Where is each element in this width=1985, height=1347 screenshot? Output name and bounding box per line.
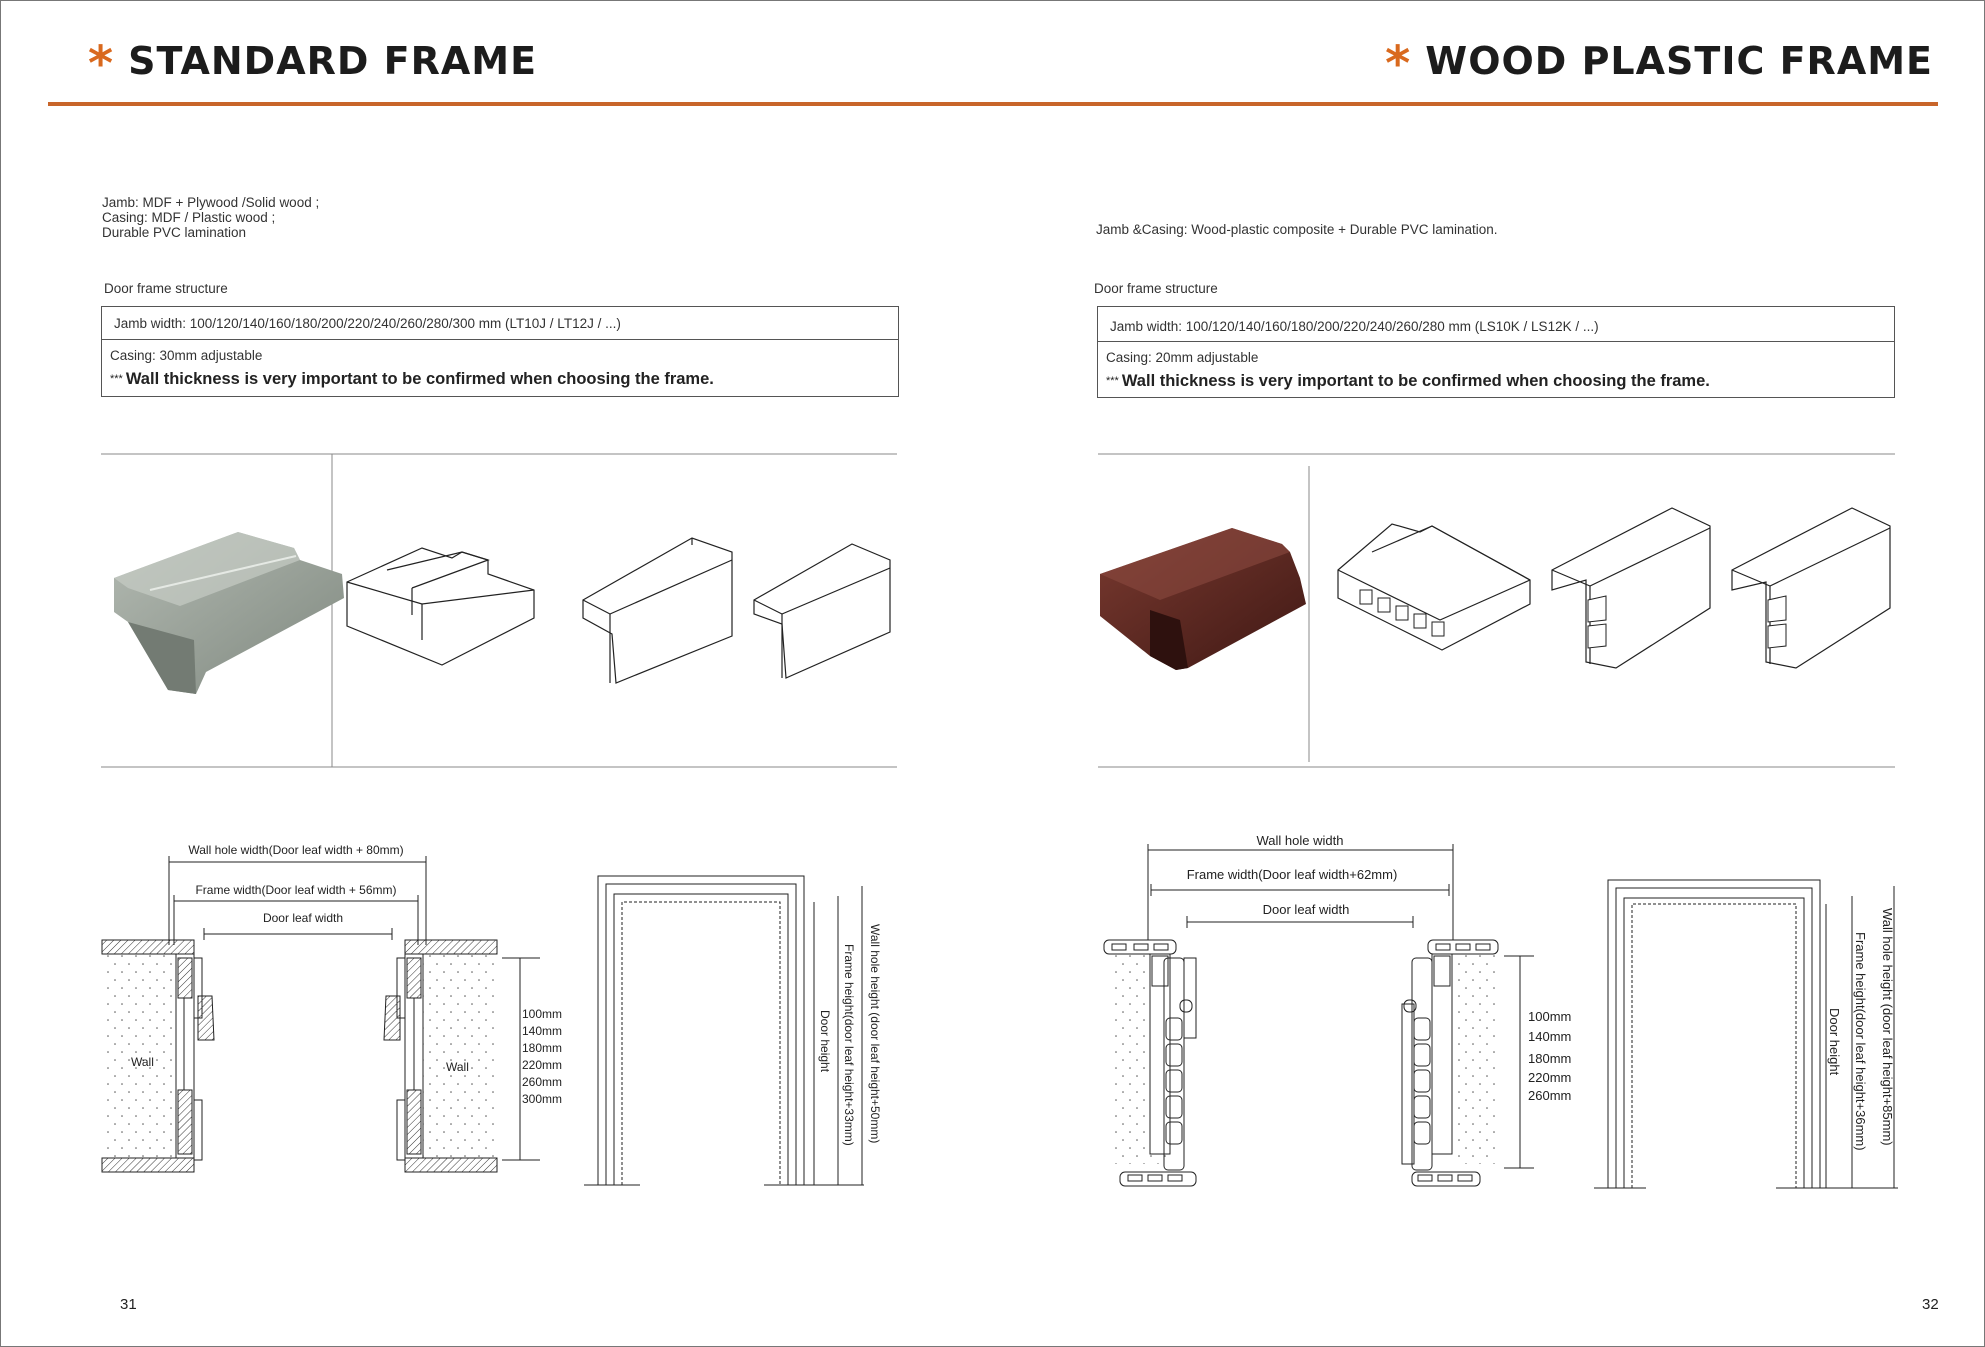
casing-text: Casing: 30mm adjustable xyxy=(110,348,263,363)
door-leaf-width-label: Door leaf width xyxy=(262,911,344,925)
wall-thickness-label: 220mm xyxy=(1528,1070,1572,1085)
standard-frame-section xyxy=(102,856,540,1172)
wpc-frame-elevation xyxy=(1594,880,1898,1188)
desc-line: Casing: MDF / Plastic wood ; xyxy=(102,210,276,225)
desc-line: Durable PVC lamination xyxy=(102,225,247,240)
jamb-width-row: Jamb width: 100/120/140/160/180/200/220/240/260/280 mm (LS10K / LS12K / ...) xyxy=(1098,307,1894,342)
casing-text: Casing: 20mm adjustable xyxy=(1106,350,1259,365)
left-title: * STANDARD FRAME xyxy=(88,36,538,92)
page-number-right: 32 xyxy=(1922,1296,1939,1313)
page-number-left: 31 xyxy=(120,1296,137,1313)
wall-thickness-label: 100mm xyxy=(522,1007,563,1021)
frame-width-label: Frame width(Door leaf width + 56mm) xyxy=(195,883,397,897)
left-structure-label: Door frame structure xyxy=(104,281,228,296)
frame-width-label: Frame width(Door leaf width+62mm) xyxy=(1186,867,1398,882)
wall-label: Wall xyxy=(446,1060,469,1074)
wall-thickness-label: 140mm xyxy=(1528,1029,1572,1044)
wpc-frame-section xyxy=(1104,844,1534,1186)
jamb-width-row: Jamb width: 100/120/140/160/180/200/220/240/260/280/300 mm (LT10J / LT12J / ...) xyxy=(102,307,898,340)
right-dimension-labels xyxy=(1187,833,1895,1151)
wall-thickness-label: 180mm xyxy=(522,1041,563,1055)
standard-frame-sketches xyxy=(347,538,890,683)
door-leaf-width-label: Door leaf width xyxy=(1262,902,1350,917)
frame-height-label: Frame height(door leaf height+36mm) xyxy=(1853,932,1868,1151)
left-dimension-labels xyxy=(131,843,882,1146)
wall-thickness-label: 100mm xyxy=(1528,1009,1572,1024)
wpc-frame-sketches xyxy=(1338,508,1890,668)
right-structure-label: Door frame structure xyxy=(1094,281,1218,296)
asterisk-icon: * xyxy=(88,36,115,92)
wall-thickness-label: 260mm xyxy=(1528,1088,1572,1103)
wall-hole-height-label: Wall hole height (door leaf height+50mm) xyxy=(868,924,882,1144)
wall-hole-width-label: Wall hole width xyxy=(1256,833,1344,848)
desc-line: Jamb: MDF + Plywood /Solid wood ; xyxy=(102,195,320,210)
wall-thickness-label: 220mm xyxy=(522,1058,563,1072)
right-title: * WOOD PLASTIC FRAME xyxy=(1385,36,1933,92)
warning-text: *** Wall thickness is very important to be confirmed when choosing the frame. xyxy=(1106,372,1710,390)
wall-thickness-label: 140mm xyxy=(522,1024,563,1038)
warning-text: *** Wall thickness is very important to be confirmed when choosing the frame. xyxy=(110,370,714,388)
wall-hole-width-label: Wall hole width(Door leaf width + 80mm) xyxy=(188,843,404,857)
door-height-label: Door height xyxy=(1827,1008,1842,1076)
desc-line: Jamb &Casing: Wood-plastic composite + Durable PVC lamination. xyxy=(1096,222,1498,237)
door-height-label: Door height xyxy=(818,1010,832,1073)
asterisk-icon: * xyxy=(1385,36,1412,92)
wall-hole-height-label: Wall hole height (door leaf height+85mm) xyxy=(1880,908,1895,1146)
wall-thickness-label: 260mm xyxy=(522,1075,563,1089)
wall-label: Wall xyxy=(131,1055,154,1069)
frame-height-label: Frame height(door leaf height+33mm) xyxy=(842,944,856,1146)
wall-thickness-label: 180mm xyxy=(1528,1051,1572,1066)
wpc-frame-photo xyxy=(1100,528,1306,670)
standard-frame-photo xyxy=(114,532,344,694)
wall-thickness-label: 300mm xyxy=(522,1092,563,1106)
